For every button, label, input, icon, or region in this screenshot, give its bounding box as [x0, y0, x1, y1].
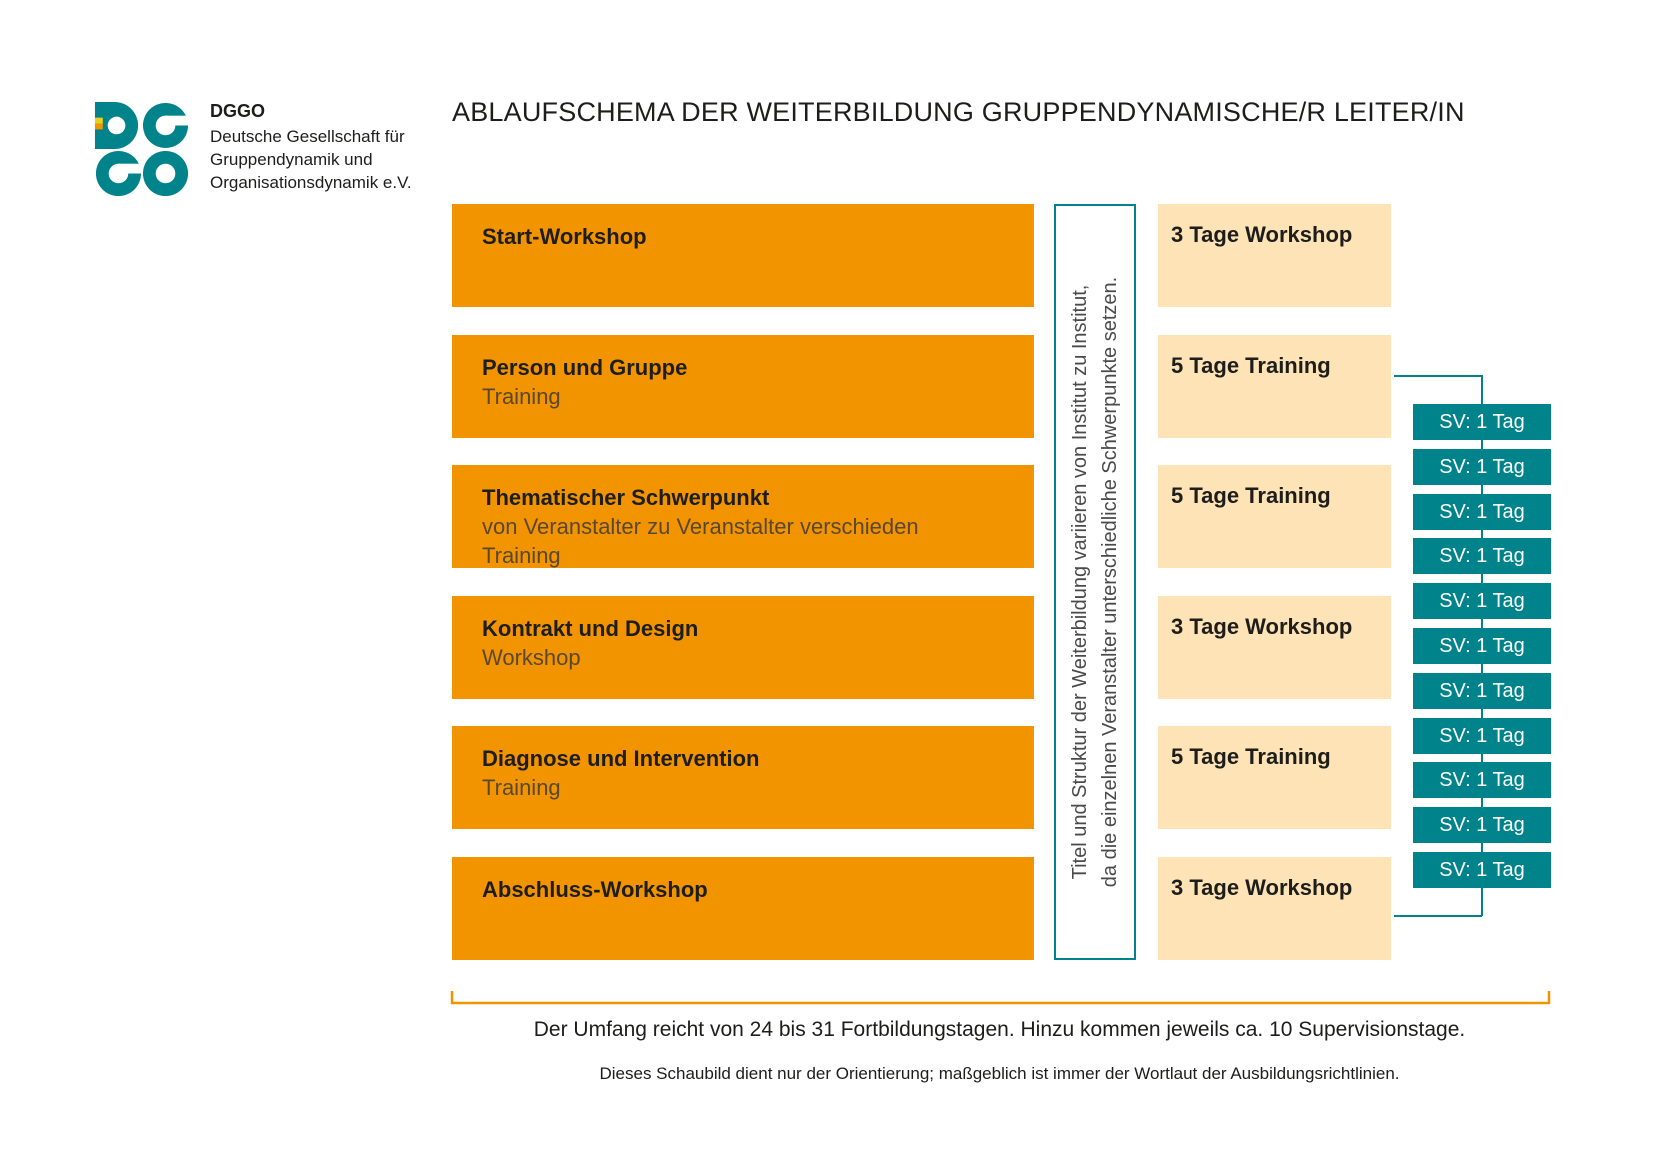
duration-label: 5 Tage Training — [1171, 744, 1331, 769]
module-subtitle: von Veranstalter zu Veranstalter verschieden Training — [482, 514, 919, 568]
supervision-day: SV: 1 Tag — [1413, 449, 1551, 485]
org-name-line-3: Organisationsdynamik e.V. — [210, 173, 412, 192]
supervision-day: SV: 1 Tag — [1413, 628, 1551, 664]
module-title: Kontrakt und Design — [482, 616, 699, 641]
structure-note-box — [1054, 204, 1136, 960]
duration-label: 3 Tage Workshop — [1171, 222, 1353, 247]
module-abschluss-workshop — [452, 857, 1034, 960]
duration-box — [1158, 335, 1391, 438]
supervision-day: SV: 1 Tag — [1413, 404, 1551, 440]
module-title: Start-Workshop — [482, 224, 647, 249]
duration-label: 3 Tage Workshop — [1171, 614, 1353, 639]
module-title: Diagnose und Intervention — [482, 746, 760, 771]
module-thematischer-schwerpunkt — [452, 465, 1034, 568]
module-person-und-gruppe — [452, 335, 1034, 438]
supervision-day: SV: 1 Tag — [1413, 807, 1551, 843]
org-name-line-1: Deutsche Gesellschaft für — [210, 127, 405, 146]
module-title: Thematischer Schwerpunkt — [482, 485, 770, 510]
footer-summary: Der Umfang reicht von 24 bis 31 Fortbildungstagen. Hinzu kommen jeweils ca. 10 Supervisionstage. — [533, 1018, 1466, 1041]
supervision-day: SV: 1 Tag — [1413, 538, 1551, 574]
module-title: Person und Gruppe — [482, 355, 688, 380]
duration-box — [1158, 465, 1391, 568]
duration-label: 5 Tage Training — [1171, 353, 1331, 378]
supervision-day: SV: 1 Tag — [1413, 852, 1551, 888]
supervision-day: SV: 1 Tag — [1413, 494, 1551, 530]
duration-box — [1158, 204, 1391, 307]
supervision-day: SV: 1 Tag — [1413, 718, 1551, 754]
total-bracket — [450, 990, 1552, 1006]
supervision-day: SV: 1 Tag — [1413, 762, 1551, 798]
org-abbreviation: DGGO — [210, 101, 266, 121]
module-subtitle: Workshop — [482, 645, 581, 670]
supervision-day: SV: 1 Tag — [1413, 673, 1551, 709]
page-title: ABLAUFSCHEMA DER WEITERBILDUNG GRUPPENDYNAMISCHE/R LEITER/IN — [452, 97, 1465, 127]
duration-label: 5 Tage Training — [1171, 483, 1331, 508]
duration-box — [1158, 726, 1391, 829]
duration-box — [1158, 596, 1391, 699]
module-subtitle: Training — [482, 775, 561, 800]
footer-disclaimer: Dieses Schaubild dient nur der Orientierung; maßgeblich ist immer der Wortlaut der Ausbildungsrichtlinien. — [599, 1064, 1400, 1083]
module-subtitle: Training — [482, 384, 561, 409]
module-title: Abschluss-Workshop — [482, 877, 708, 902]
structure-note-text: Titel und Struktur der Weiterbildung variieren von Institut zu Institut, da die einzelnen Veranstalter unterschiedliche Schwerpunkte setzen. — [1069, 276, 1121, 888]
duration-box — [1158, 857, 1391, 960]
module-diagnose-und-intervention — [452, 726, 1034, 829]
supervision-day: SV: 1 Tag — [1413, 583, 1551, 619]
module-kontrakt-und-design — [452, 596, 1034, 699]
duration-label: 3 Tage Workshop — [1171, 875, 1353, 900]
dggo-logo — [93, 100, 191, 198]
module-start-workshop — [452, 204, 1034, 307]
org-name-line-2: Gruppendynamik und — [210, 150, 373, 169]
